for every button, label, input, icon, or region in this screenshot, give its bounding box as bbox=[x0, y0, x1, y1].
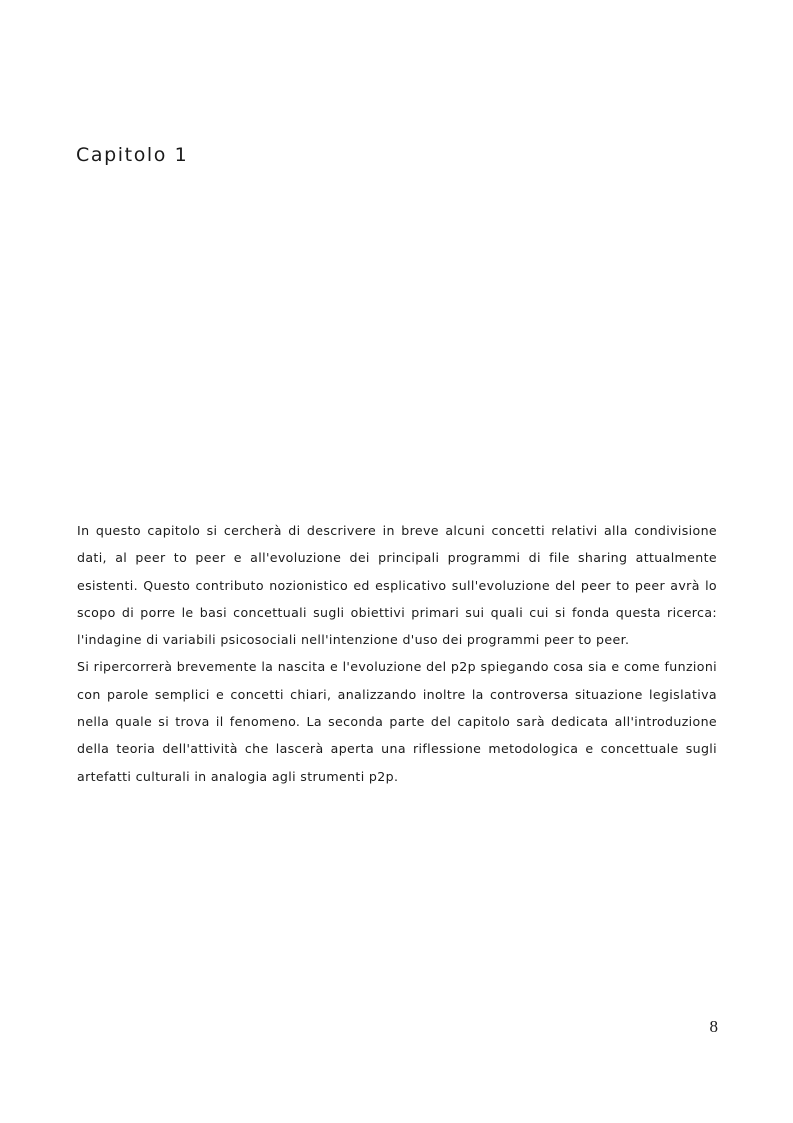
intro-paragraph-2: Si ripercorrerà brevemente la nascita e l'evoluzione del p2p spiegando cosa sia e come funzioni con parole semplici e concetti chiari, analizzando inoltre la controversa situazione legislativa nella quale si trova il fenomeno. La seconda parte del capitolo sarà dedicata all'introduzione della teoria dell'attività che lascerà aperta una riflessione metodologica e concettuale sugli artefatti culturali in analogia agli strumenti p2p. bbox=[77, 659, 717, 784]
chapter-title: Capitolo 1 bbox=[76, 144, 189, 166]
intro-paragraph-1: In questo capitolo si cercherà di descrivere in breve alcuni concetti relativi alla condivisione dati, al peer to peer e all'evoluzione dei principali programmi di file sharing attualmente esistenti. Questo contributo nozionistico ed esplicativo sull'evoluzione del peer to peer avrà lo scopo di porre le basi concettuali sugli obiettivi primari sui quali cui si fonda questa ricerca: l'indagine di variabili psicosociali nell'intenzione d'uso dei programmi peer to peer. bbox=[77, 523, 717, 648]
page-number: 8 bbox=[709, 1017, 718, 1036]
chapter-intro bbox=[77, 517, 717, 790]
